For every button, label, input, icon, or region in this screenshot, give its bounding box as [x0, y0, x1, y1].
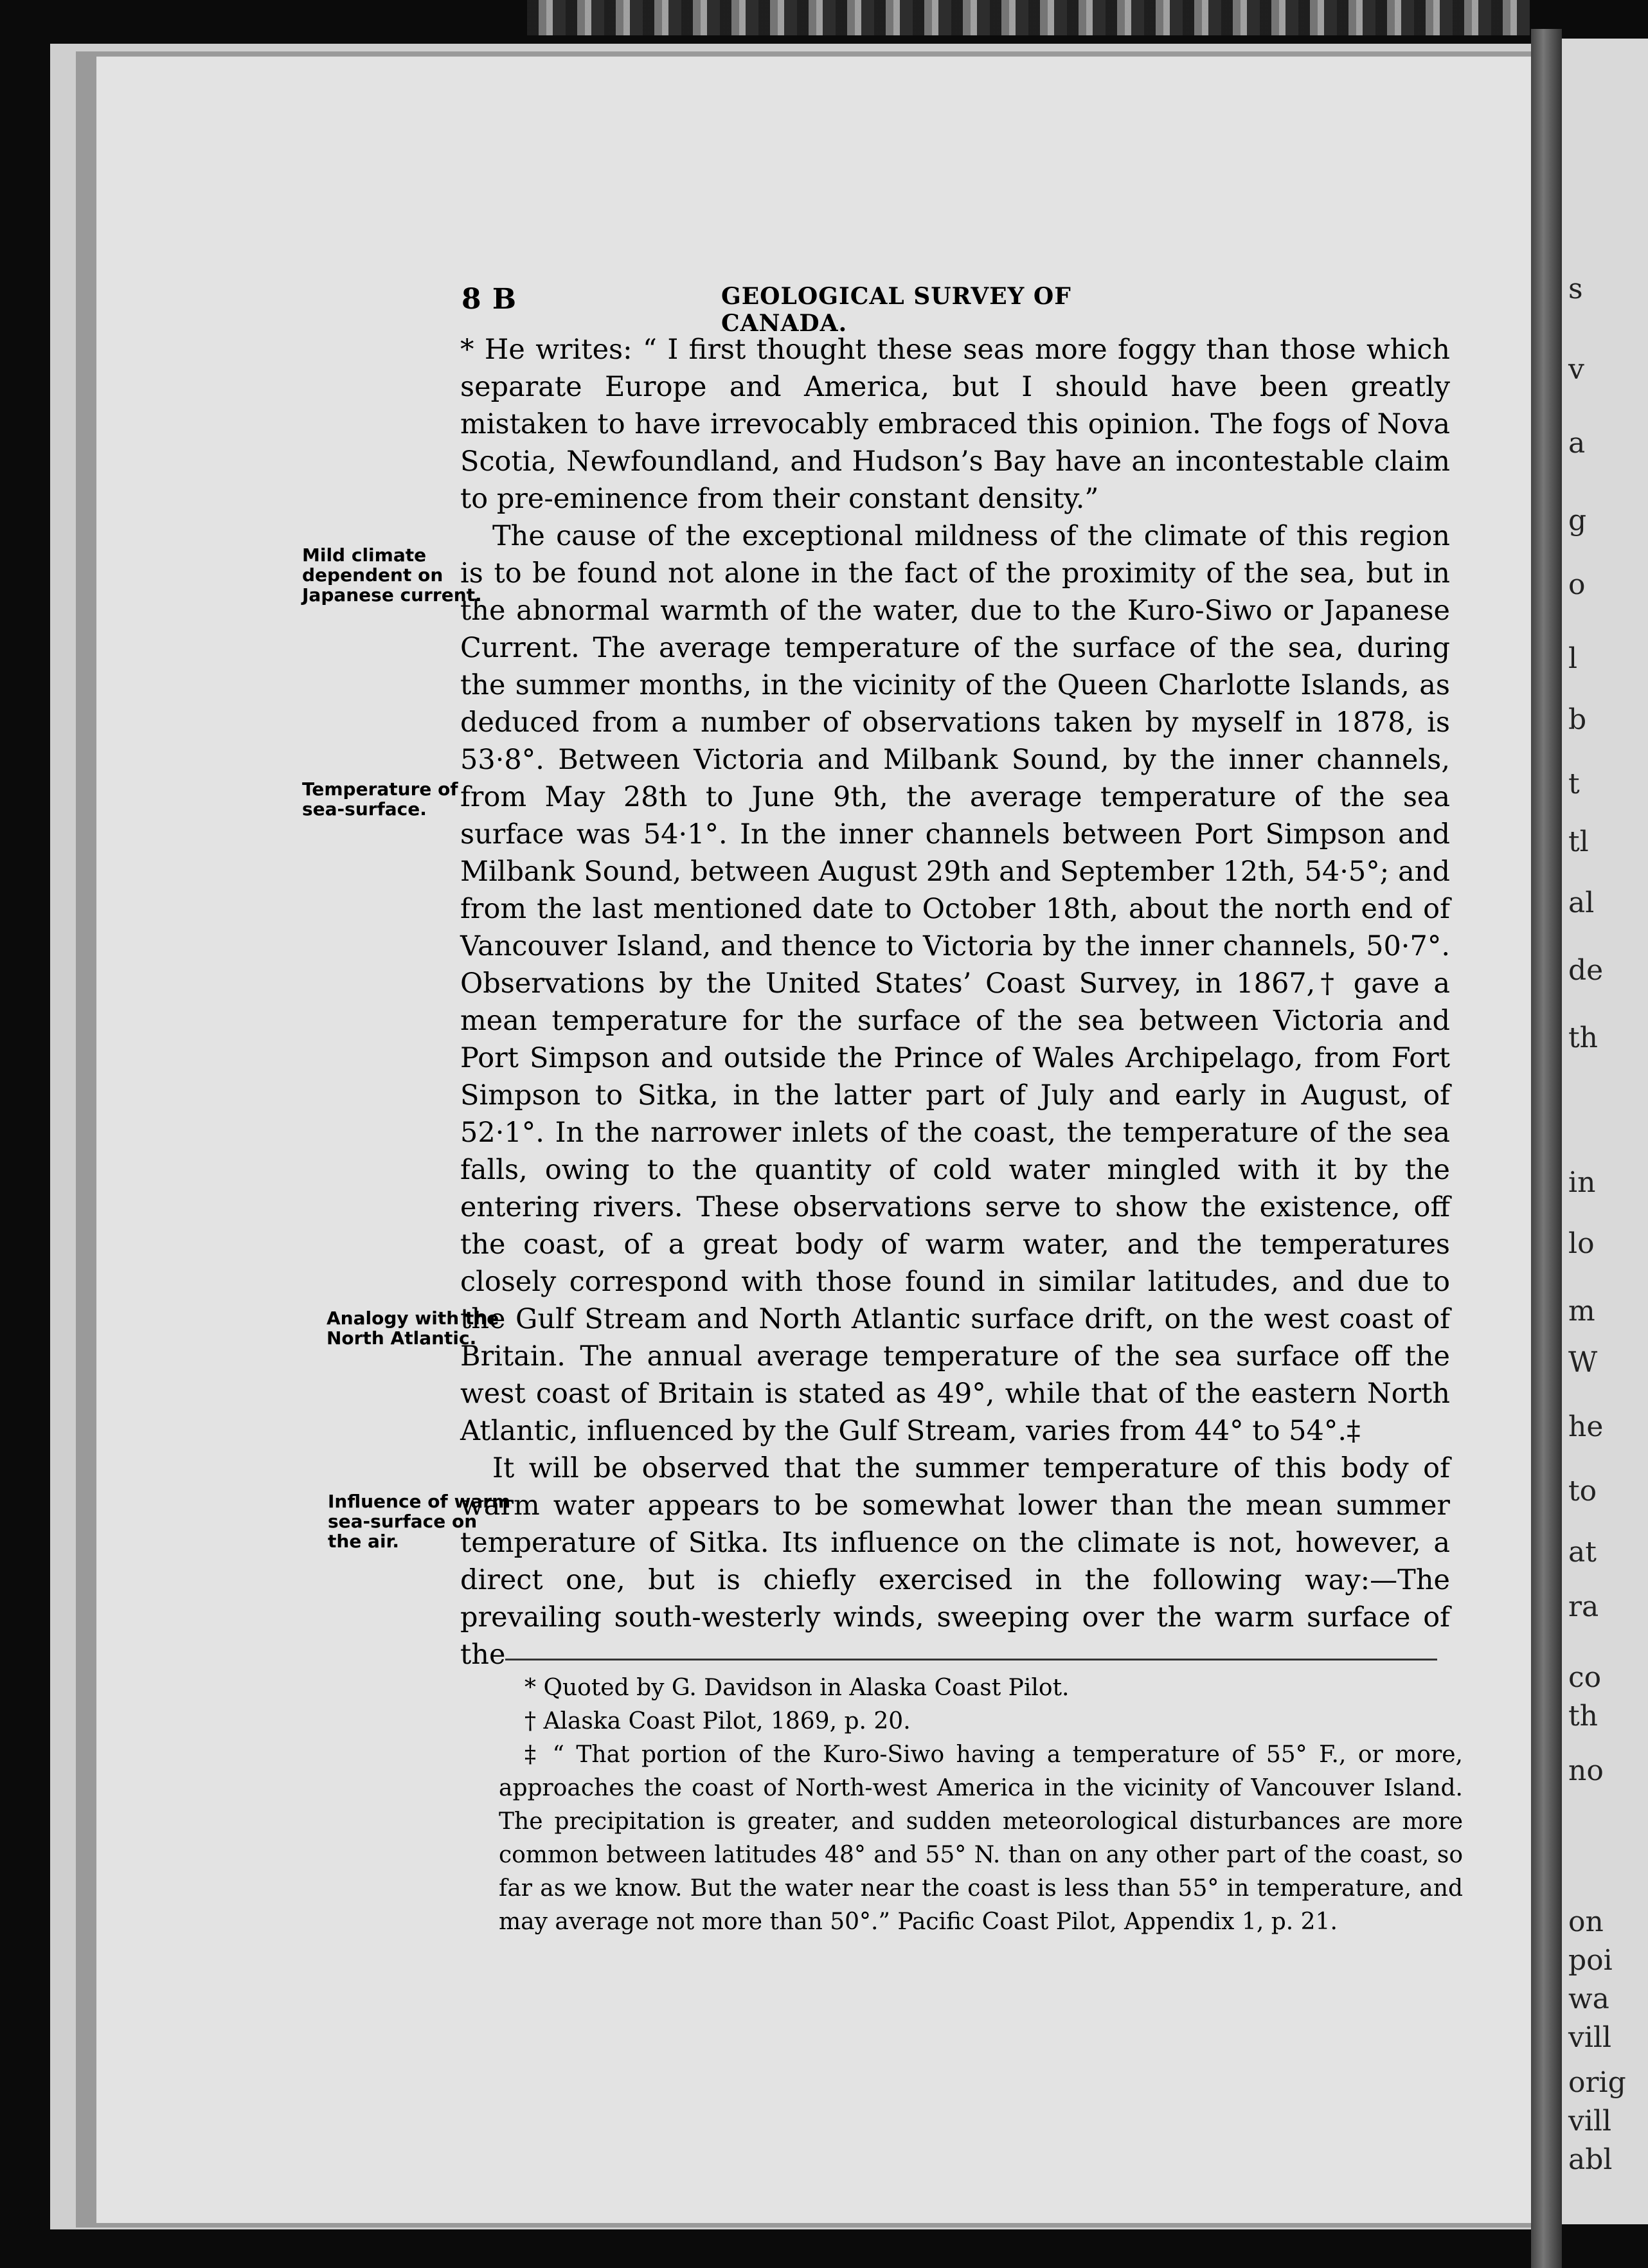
adjacent-page-fragment: poi: [1568, 1944, 1613, 1977]
adjacent-page-fragment: in: [1568, 1166, 1596, 1199]
adjacent-page-fragment: vill: [1568, 2021, 1612, 2054]
margin-note-mild-climate: Mild climate dependent on Japanese current.: [302, 544, 482, 606]
adjacent-page-fragment: tl: [1568, 825, 1589, 858]
adjacent-page-fragment: ra: [1568, 1590, 1599, 1623]
adjacent-page-fragment: al: [1568, 887, 1595, 919]
adjacent-page-fragment: abl: [1568, 2143, 1613, 2176]
adjacent-page-fragment: W: [1568, 1346, 1598, 1379]
adjacent-page-fragment: vill: [1568, 2105, 1612, 2138]
adjacent-page-fragment: l: [1568, 642, 1578, 675]
adjacent-page-strip: [1562, 39, 1648, 2224]
footnote-star: * Quoted by G. Davidson in Alaska Coast Pilot.: [524, 1675, 1070, 1701]
running-header: [461, 283, 1162, 337]
adjacent-page-fragment: g: [1568, 504, 1587, 537]
adjacent-page-fragment: th: [1568, 1700, 1599, 1733]
footnote-rule: [505, 1659, 1437, 1661]
margin-note-influence: Influence of warm sea-surface on the air.: [328, 1491, 511, 1552]
margin-note-analogy: Analogy with the North Atlantic.: [327, 1308, 499, 1349]
adjacent-page-fragment: lo: [1568, 1227, 1595, 1260]
adjacent-page-fragment: b: [1568, 703, 1587, 736]
paragraph-climate: The cause of the exceptional mildness of the climate of this region is to be found not alone in the fact of the proximity of the sea, but in the abnormal warmth of the water, due to the Kuro-Siwo or Japanese Current. The average temperature of the surface of the sea, during the summer months, in the vicinity of the Queen Charlotte Islands, as deduced from a number of observations taken by myself in 1878, is 53·8°. Between Victoria and Milbank Sound, by the inner channels, from May 28th to June 9th, the average temperature of the sea surface was 54·1°. In the inner channels between Port Simpson and Milbank Sound, between August 29th and September 12th, 54·5°; and from the last mentioned date to October 18th, about the north end of Vancouver Island, and thence to Victoria by the inner channels, 50·7°. Observations by the United States’ Coast Survey, in 1867,† gave a mean temperature for the surface of the sea between Victoria and Port Simpson and outside the Prince of Wales Archipelago, from Fort Simpson to Sitka, in the latter part of July and early in August, of 52·1°. In the narrower inlets of the coast, the temperature of the sea falls, owing to the quantity of cold water mingled with it by the entering rivers. These observations serve to show the existence, off the coast, of a great body of warm water, and the temperatures closely correspond with those found in similar latitudes, and due to the Gulf Stream and North Atlantic surface drift, on the west coast of Britain. The annual average temperature of the sea surface off the west coast of Britain is stated as 49°, while that of the eastern North Atlantic, influenced by the Gulf Stream, varies from 44° to 54°.‡: [460, 520, 1450, 1447]
adjacent-page-fragment: at: [1568, 1536, 1597, 1569]
scan-border-top: [527, 0, 1530, 35]
body-text: [460, 331, 1450, 1673]
running-title: GEOLOGICAL SURVEY OF CANADA.: [721, 283, 1071, 337]
footnotes: [499, 1671, 1463, 1939]
adjacent-page-fragment: to: [1568, 1475, 1597, 1508]
quote-paragraph: * He writes: “ I first thought these seas more foggy than those which separate Europe and America, but I should have been greatly mistaken to have irrevocably embraced this opinion. The fogs of Nova Scotia, Newfoundland, and Hudson’s Bay have an incontestable claim to pre-eminence from their constant density.”: [460, 334, 1450, 515]
adjacent-page-fragment: o: [1568, 568, 1586, 601]
adjacent-page-fragment: he: [1568, 1410, 1604, 1443]
adjacent-page-fragment: th: [1568, 1022, 1599, 1054]
adjacent-page-fragment: orig: [1568, 2066, 1626, 2099]
adjacent-page-fragment: no: [1568, 1754, 1604, 1787]
page-number: 8 B: [461, 283, 517, 316]
adjacent-page-fragment: co: [1568, 1661, 1602, 1694]
adjacent-page-fragment: de: [1568, 954, 1604, 987]
margin-note-temperature: Temperature of sea-surface.: [302, 779, 458, 820]
footnote-dagger: † Alaska Coast Pilot, 1869, p. 20.: [524, 1708, 911, 1734]
paragraph-influence: It will be observed that the summer temperature of this body of warm water appears to be somewhat lower than the mean summer temperature of Sitka. Its influence on the climate is not, however, a direct one, but is chiefly exercised in the following way:—The prevailing south-westerly winds, sweeping over the warm surface of the: [460, 1452, 1450, 1671]
footnote-double-dagger: ‡ “ That portion of the Kuro-Siwo having a temperature of 55° F., or more, approaches the coast of North-west America in the vicinity of Vancouver Island. The precipitation is greater, and sudden meteorological disturbances are more common between latitudes 48° and 55° N. than on any other part of the coast, so far as we know. But the water near the coast is less than 55° in temperature, and may average not more than 50°.” Pacific Coast Pilot, Appendix 1, p. 21.: [499, 1742, 1463, 1935]
adjacent-page-fragment: v: [1568, 353, 1584, 386]
adjacent-page-fragment: t: [1568, 768, 1580, 800]
adjacent-page-fragment: m: [1568, 1295, 1595, 1328]
adjacent-page-fragment: a: [1568, 427, 1586, 460]
adjacent-page-fragment: on: [1568, 1905, 1604, 1938]
adjacent-page-fragment: s: [1568, 273, 1583, 305]
adjacent-page-fragment: wa: [1568, 1983, 1609, 2015]
book-spine-gutter: [1531, 29, 1562, 2268]
